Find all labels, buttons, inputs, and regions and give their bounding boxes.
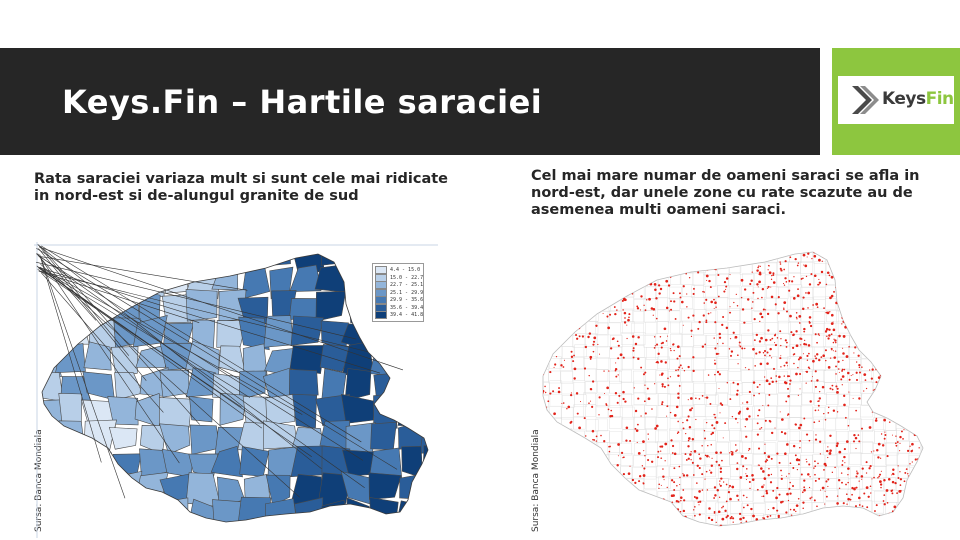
- logo-panel: [832, 48, 960, 155]
- legend-label: 39.4 - 41.8: [390, 312, 424, 318]
- legend-swatch: [375, 311, 387, 319]
- legend-label: 4.4 - 15.0: [390, 267, 421, 273]
- legend-label: 15.0 - 22.7: [390, 274, 424, 281]
- chevron-arrow-icon: [850, 84, 880, 116]
- legend-entry: [375, 304, 424, 311]
- left-caption: Rata saraciei variaza mult si sunt cele mai ridicate in nord-est si de-alungul granite de sud: [34, 171, 448, 204]
- legend-entry: [375, 312, 424, 319]
- logo-brand-prefix: Keys: [882, 89, 926, 109]
- logo: [838, 76, 954, 124]
- legend-label: 22.7 - 25.1: [390, 282, 424, 288]
- right-caption: Cel mai mare numar de oameni saraci se afla in nord-est, dar unele zone cu rate scazute au de asemenea multi oameni saraci.: [531, 168, 920, 218]
- left-source-label: Sursa: Banca Mondiala: [34, 429, 44, 532]
- legend-entry: [375, 274, 424, 281]
- poor-population-dot-map: [537, 250, 937, 540]
- legend-entry: [375, 289, 424, 296]
- legend-label: 25.1 - 29.9: [390, 289, 424, 296]
- page-title: Keys.Fin – Hartile saraciei: [62, 83, 543, 121]
- logo-wordmark: [882, 89, 954, 109]
- legend-label: 35.6 - 39.4: [390, 304, 424, 311]
- legend-entry: [375, 297, 424, 304]
- legend-entry: [375, 282, 424, 289]
- legend-entry: [375, 267, 421, 274]
- map-legend: [372, 263, 424, 322]
- legend-label: 29.9 - 35.6: [390, 297, 424, 303]
- right-source-label: Sursa: Banca Mondiala: [531, 429, 541, 532]
- logo-brand-suffix: Fin: [925, 89, 954, 109]
